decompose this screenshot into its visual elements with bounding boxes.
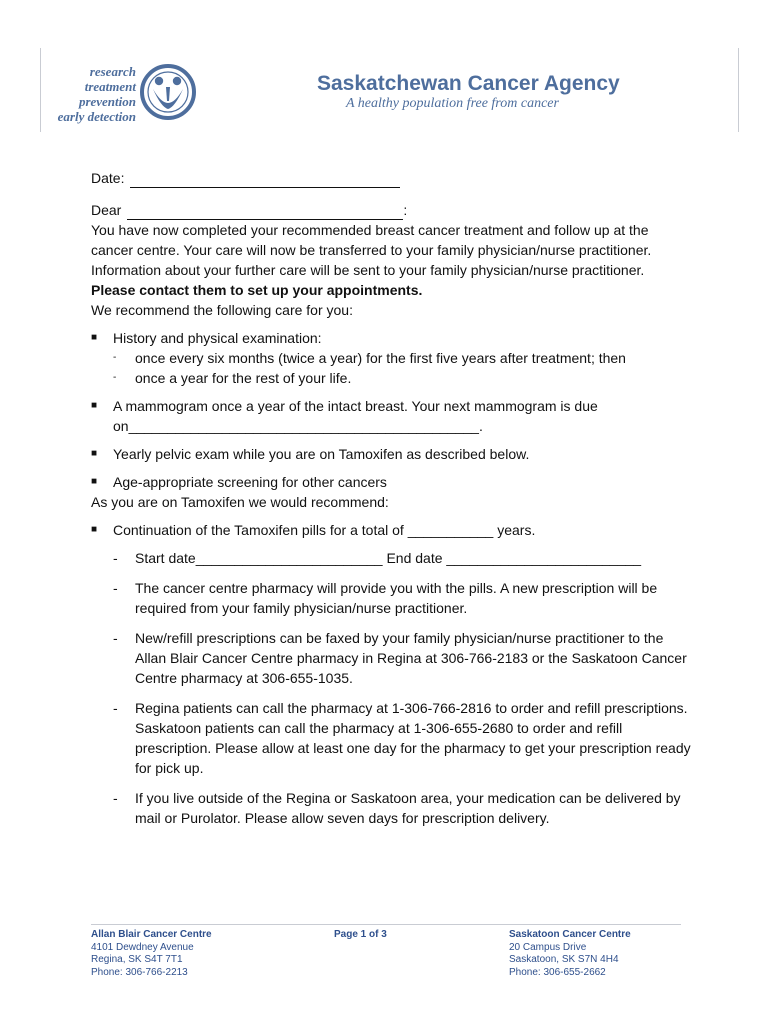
logo-word: treatment [84,79,136,94]
sub-list-item-text: New/refill prescriptions can be faxed by your family physician/nurse practitioner to the Allan Blair Cancer Centre pharmacy in Regina at 306-766-2183 or the Saskatoon Cancer Centre pharmacy at 306-655-1035. [135,630,687,686]
date-label: Date: [91,170,125,186]
tamoxifen-heading: As you are on Tamoxifen we would recommend: [91,494,389,510]
list-item [91,472,691,492]
centre-name: Saskatoon Cancer Centre [509,929,631,940]
list-item-text: on_____________________________________________. [113,418,483,434]
date-blank [130,173,400,188]
sub-list-item: - once a year for the rest of your life. [113,370,352,386]
bullet-icon: ■ [91,332,98,343]
footer-right-address [509,929,631,979]
info-paragraph [91,260,691,300]
recipient-blank [127,205,403,220]
centre-phone: Phone: 306-766-2213 [91,966,188,978]
footer-left-address [91,929,212,979]
centre-phone: Phone: 306-655-2662 [509,966,606,978]
sub-list-item: - New/refill prescriptions can be faxed by your family physician/nurse practitioner to the Allan Blair Cancer Centre pharmacy in Regina at 306-766-2183 or the Saskatoon Cancer Centre pharmacy at 306-655-1035. [113,628,691,688]
list-item [91,520,691,540]
centre-city: Regina, SK S4T 7T1 [91,954,183,965]
centre-name: Allan Blair Cancer Centre [91,929,212,940]
agency-logo-icon [139,63,197,121]
agency-name: Saskatchewan Cancer Agency [317,72,620,95]
dear-label: Dear [91,202,122,218]
page-footer [91,924,681,978]
list-item [91,328,691,388]
sub-list-item-text: If you live outside of the Regina or Saskatoon area, your medication can be delivered by mail or Purolator. Please allow seven days for prescription delivery. [135,790,681,826]
dear-colon: : [403,202,408,218]
info-text: Information about your further care will be sent to your family physician/nurse practitioner. [91,262,645,278]
agency-tagline: A healthy population free from cancer [346,96,559,111]
salutation-line [91,200,691,220]
letter-body [91,168,691,828]
list-item [91,396,691,436]
list-item-text: Yearly pelvic exam while you are on Tamoxifen as described below. [113,446,530,462]
bullet-icon: ■ [91,400,98,411]
list-item-text: History and physical examination: [113,330,322,346]
bullet-icon: ■ [91,476,98,487]
logo-word: prevention [78,94,136,109]
list-item-text: A mammogram once a year of the intact breast. Your next mammogram is due [113,398,598,414]
letterhead [40,48,739,132]
sub-list-item-text: Start date________________________ End date _________________________ [135,550,642,566]
bullet-icon: ■ [91,524,98,535]
sub-list-item-text: Regina patients can call the pharmacy at 1-306-766-2816 to order and refill prescriptions. Saskatoon patients can call the pharmacy at 1-306-655-2680 to order and refill prescription. Please allow at least one day for the pharmacy to get your prescription ready for pick up. [135,700,691,776]
page-number [334,929,387,942]
intro-paragraph: You have now completed your recommended breast cancer treatment and follow up at the cancer centre. Your care will now be transferred to your family physician/nurse practitioner. [91,222,652,258]
centre-city: Saskatoon, SK S7N 4H4 [509,954,619,965]
logo-word: early detection [57,109,136,124]
list-item-text: Age-appropriate screening for other cancers [113,474,387,490]
sub-list-item-text: once every six months (twice a year) for the first five years after treatment; then [135,350,626,366]
sub-list-item: - Start date________________________ End date _________________________ [113,550,642,566]
sub-list-item: - Regina patients can call the pharmacy at 1-306-766-2816 to order and refill prescriptions. Saskatoon patients can call the pharmacy at 1-306-655-2680 to order and refill prescription. Please allow at least one day for the pharmacy to get your prescription ready for pick up. [113,700,691,776]
sub-list-item: - If you live outside of the Regina or Saskatoon area, your medication can be delivered by mail or Purolator. Please allow seven days for prescription delivery. [113,788,691,828]
sub-list-item-text: The cancer centre pharmacy will provide you with the pills. A new prescription will be required from your family physician/nurse practitioner. [135,580,658,616]
centre-address: 20 Campus Drive [509,941,587,953]
sub-list-item: - The cancer centre pharmacy will provide you with the pills. A new prescription will be required from your family physician/nurse practitioner. [113,578,691,618]
centre-address: 4101 Dewdney Avenue [91,941,194,953]
list-item [91,444,691,464]
page-number-text: Page 1 of 3 [334,929,387,940]
recommend-heading: We recommend the following care for you: [91,302,353,318]
sub-list-item-text: once a year for the rest of your life. [135,370,352,386]
list-item-text: Continuation of the Tamoxifen pills for a total of ___________ years. [113,522,536,538]
date-line [91,168,691,188]
sub-list-item: - once every six months (twice a year) for the first five years after treatment; then [113,350,626,366]
bullet-icon: ■ [91,448,98,459]
logo-wordmark [44,64,136,124]
info-bold-text: Please contact them to set up your appointments. [91,282,423,298]
logo-word: research [89,64,136,79]
